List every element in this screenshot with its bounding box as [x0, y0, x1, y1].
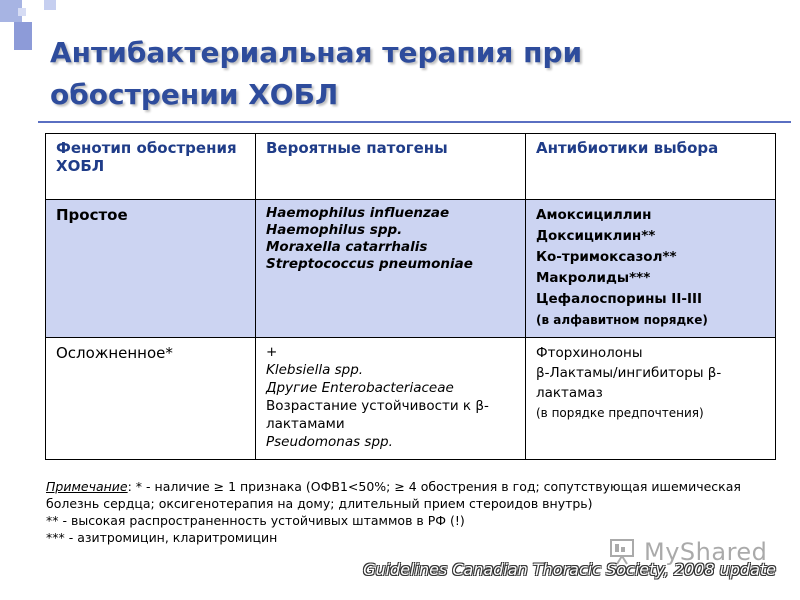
antibiotic-item: Цефалоспорины II-III: [536, 291, 703, 307]
antibiotic-order-note: (в алфавитном порядке): [536, 313, 708, 327]
footnote-label: Примечание: [46, 479, 128, 494]
watermark-text: MyShared: [644, 538, 768, 566]
header-cell: [256, 134, 526, 200]
table-header-row: [46, 134, 776, 200]
footnote-2: ** - высокая распространенность устойчивых штаммов в РФ (!): [46, 513, 465, 528]
table-cell: [256, 200, 526, 338]
header-cell: [46, 134, 256, 200]
table-cell: [526, 200, 776, 338]
title-divider: [38, 121, 791, 123]
pathogen-item: Haemophilus spp.: [266, 222, 403, 238]
pathogen-item: Другие Enterobacteriaceae: [266, 380, 454, 396]
table-row: [46, 200, 776, 338]
therapy-table: [45, 133, 776, 460]
header-antibiotics: Антибиотики выбора: [536, 139, 719, 157]
antibiotic-item: Амоксициллин: [536, 207, 652, 223]
pathogen-item: Streptococcus pneumoniae: [266, 256, 473, 272]
antibiotic-item: β-Лактамы/ингибиторы β-лактамаз: [536, 365, 722, 401]
table-row: [46, 338, 776, 460]
footnote-3: *** - азитромицин, кларитромицин: [46, 530, 278, 545]
pathogen-item: Возрастание устойчивости к β-лактамами: [266, 398, 489, 432]
phenotype-label: Осложненное*: [56, 344, 173, 362]
decor-square: [18, 8, 26, 16]
source-citation: Guidelines Canadian Thoracic Society, 2008 update: [363, 560, 776, 579]
phenotype-label: Простое: [56, 206, 128, 224]
header-phenotype: Фенотип обострения ХОБЛ: [56, 139, 237, 175]
decor-square: [32, 20, 46, 34]
antibiotic-order-note: (в порядке предпочтения): [536, 406, 704, 420]
table-cell: [256, 338, 526, 460]
pathogen-item: +: [266, 344, 278, 360]
footnote-1-text: : * - наличие ≥ 1 признака (ОФВ1<50%; ≥ 4 обострения в год; сопутствующая ишемическая болезнь сердца; оксигенотерапия на дому; длительный прием стероидов внутрь): [46, 479, 741, 511]
antibiotic-item: Макролиды***: [536, 270, 651, 286]
slide-title: Антибактериальная терапия при обострении ХОБЛ: [50, 36, 583, 111]
pathogen-item: Pseudomonas spp.: [266, 434, 393, 450]
table-cell: [46, 338, 256, 460]
pathogen-item: Klebsiella spp.: [266, 362, 364, 378]
header-cell: [526, 134, 776, 200]
pathogen-item: Haemophilus influenzae: [266, 205, 450, 221]
decor-square: [14, 22, 32, 50]
table-cell: [46, 200, 256, 338]
antibiotic-item: Доксициклин**: [536, 228, 656, 244]
decor-square: [44, 0, 56, 10]
pathogen-item: Moraxella catarrhalis: [266, 239, 428, 255]
antibiotic-item: Ко-тримоксазол**: [536, 249, 677, 265]
table-cell: [526, 338, 776, 460]
antibiotic-item: Фторхинолоны: [536, 345, 643, 361]
footnote-1: [46, 478, 766, 512]
header-pathogens: Вероятные патогены: [266, 139, 448, 157]
